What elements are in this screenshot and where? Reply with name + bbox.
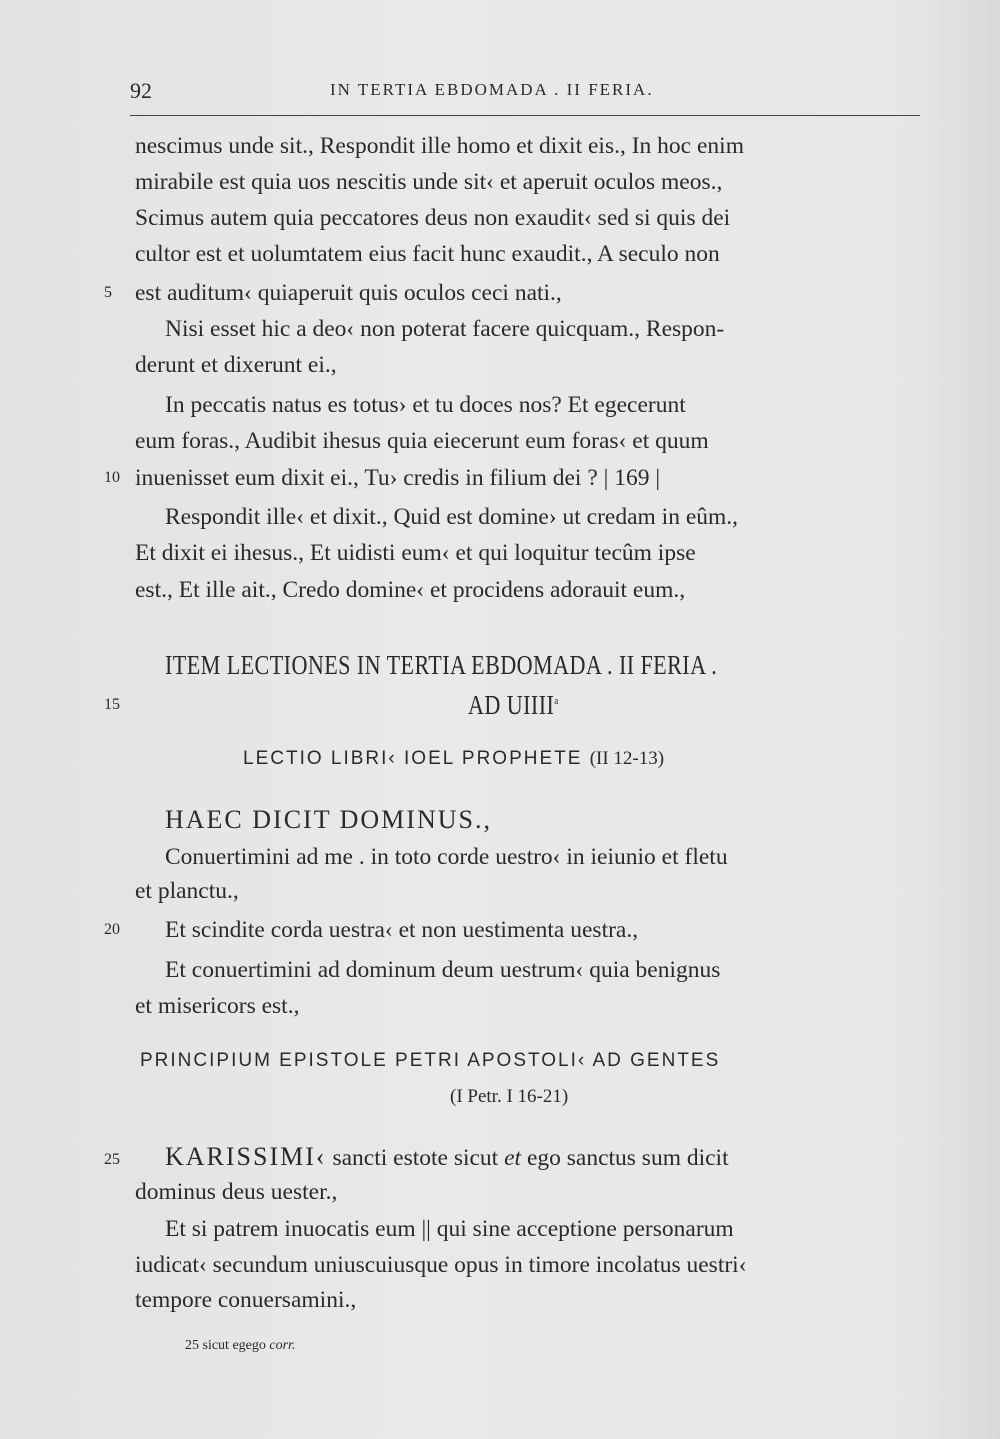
page-number: 92 [130,78,152,103]
text-line: eum foras., Audibit ihesus quia eiecerunt eum foras‹ et quum [135,428,709,454]
line-number: 5 [104,284,112,301]
incipit: KARISSIMI‹ [165,1142,327,1171]
footnote-text: 25 sicut egego [185,1338,266,1353]
section-title-text: AD UIIII [468,690,555,720]
text-line: dominus deus uester., [135,1179,338,1205]
lectio-title: LECTIO LIBRI‹ IOEL PROPHETE [243,748,583,769]
text-line: iudicat‹ secundum uniuscuiusque opus in timore incolatus uestri‹ [135,1252,747,1278]
superscript: a [554,695,559,707]
lectio-heading [243,748,664,770]
running-title: IN TERTIA EBDOMADA . II FERIA. [330,80,654,99]
footnote-abbr: corr. [269,1338,296,1353]
header-rule [130,115,920,116]
text-line: HAEC DICIT DOMINUS., [165,805,492,834]
text-line: tempore conuersamini., [135,1287,357,1313]
italic-fragment: et [504,1145,522,1171]
footnote [185,1338,295,1354]
text-line: cultor est et uolumtatem eius facit hunc exaudit., A seculo non [135,241,720,267]
text-line: Et scindite corda uestra‹ et non uestimenta uestra., [165,917,639,943]
text-line: Et conuertimini ad dominum deum uestrum‹ quia benignus [165,957,721,983]
section-title: ITEM LECTIONES IN TERTIA EBDOMADA . II FERIA . [165,650,718,680]
text-line: est auditum‹ quiaperuit quis oculos ceci nati., [135,280,562,306]
line-number: 10 [104,469,120,486]
line-number: 25 [104,1151,120,1168]
text-line: Et dixit ei ihesus., Et uidisti eum‹ et qui loquitur tecûm ipse [135,540,696,566]
line-number: 20 [104,921,120,938]
text-line: mirabile est quia uos nescitis unde sit‹ et aperuit oculos meos., [135,169,723,195]
page-header [130,78,920,108]
text-line: Scimus autem quia peccatores deus non exaudit‹ sed si quis dei [135,205,731,231]
text-line: inuenisset eum dixit ei., Tu› credis in filium dei ? | 169 | [135,465,661,491]
scripture-reference: (II 12-13) [589,748,665,769]
text-line: Conuertimini ad me . in toto corde uestro‹ in ieiunio et fletu [165,844,728,870]
text-line: et misericors est., [135,993,300,1019]
epistle-heading: PRINCIPIUM EPISTOLE PETRI APOSTOLI‹ AD GENTES [140,1050,721,1071]
line-number: 15 [104,696,120,713]
text-line: nescimus unde sit., Respondit ille homo et dixit eis., In hoc enim [135,133,744,159]
text-fragment: sancti estote sicut [326,1145,505,1171]
text-fragment: ego sanctus sum dicit [521,1145,729,1171]
text-line: In peccatis natus es totus› et tu doces nos? Et egecerunt [165,392,686,418]
text-line: est., Et ille ait., Credo domine‹ et procidens adorauit eum., [135,577,686,603]
section-title-line2 [468,690,559,721]
text-line: derunt et dixerunt ei., [135,352,337,378]
text-line: Respondit ille‹ et dixit., Quid est domine› ut credam in eûm., [165,504,739,530]
text-line: Et si patrem inuocatis eum || qui sine acceptione personarum [165,1216,734,1242]
scripture-reference: (I Petr. I 16-21) [450,1086,569,1107]
text-line [165,1142,729,1173]
text-line: et planctu., [135,878,239,904]
text-line: Nisi esset hic a deo‹ non poterat facere quicquam., Respon- [165,316,725,342]
